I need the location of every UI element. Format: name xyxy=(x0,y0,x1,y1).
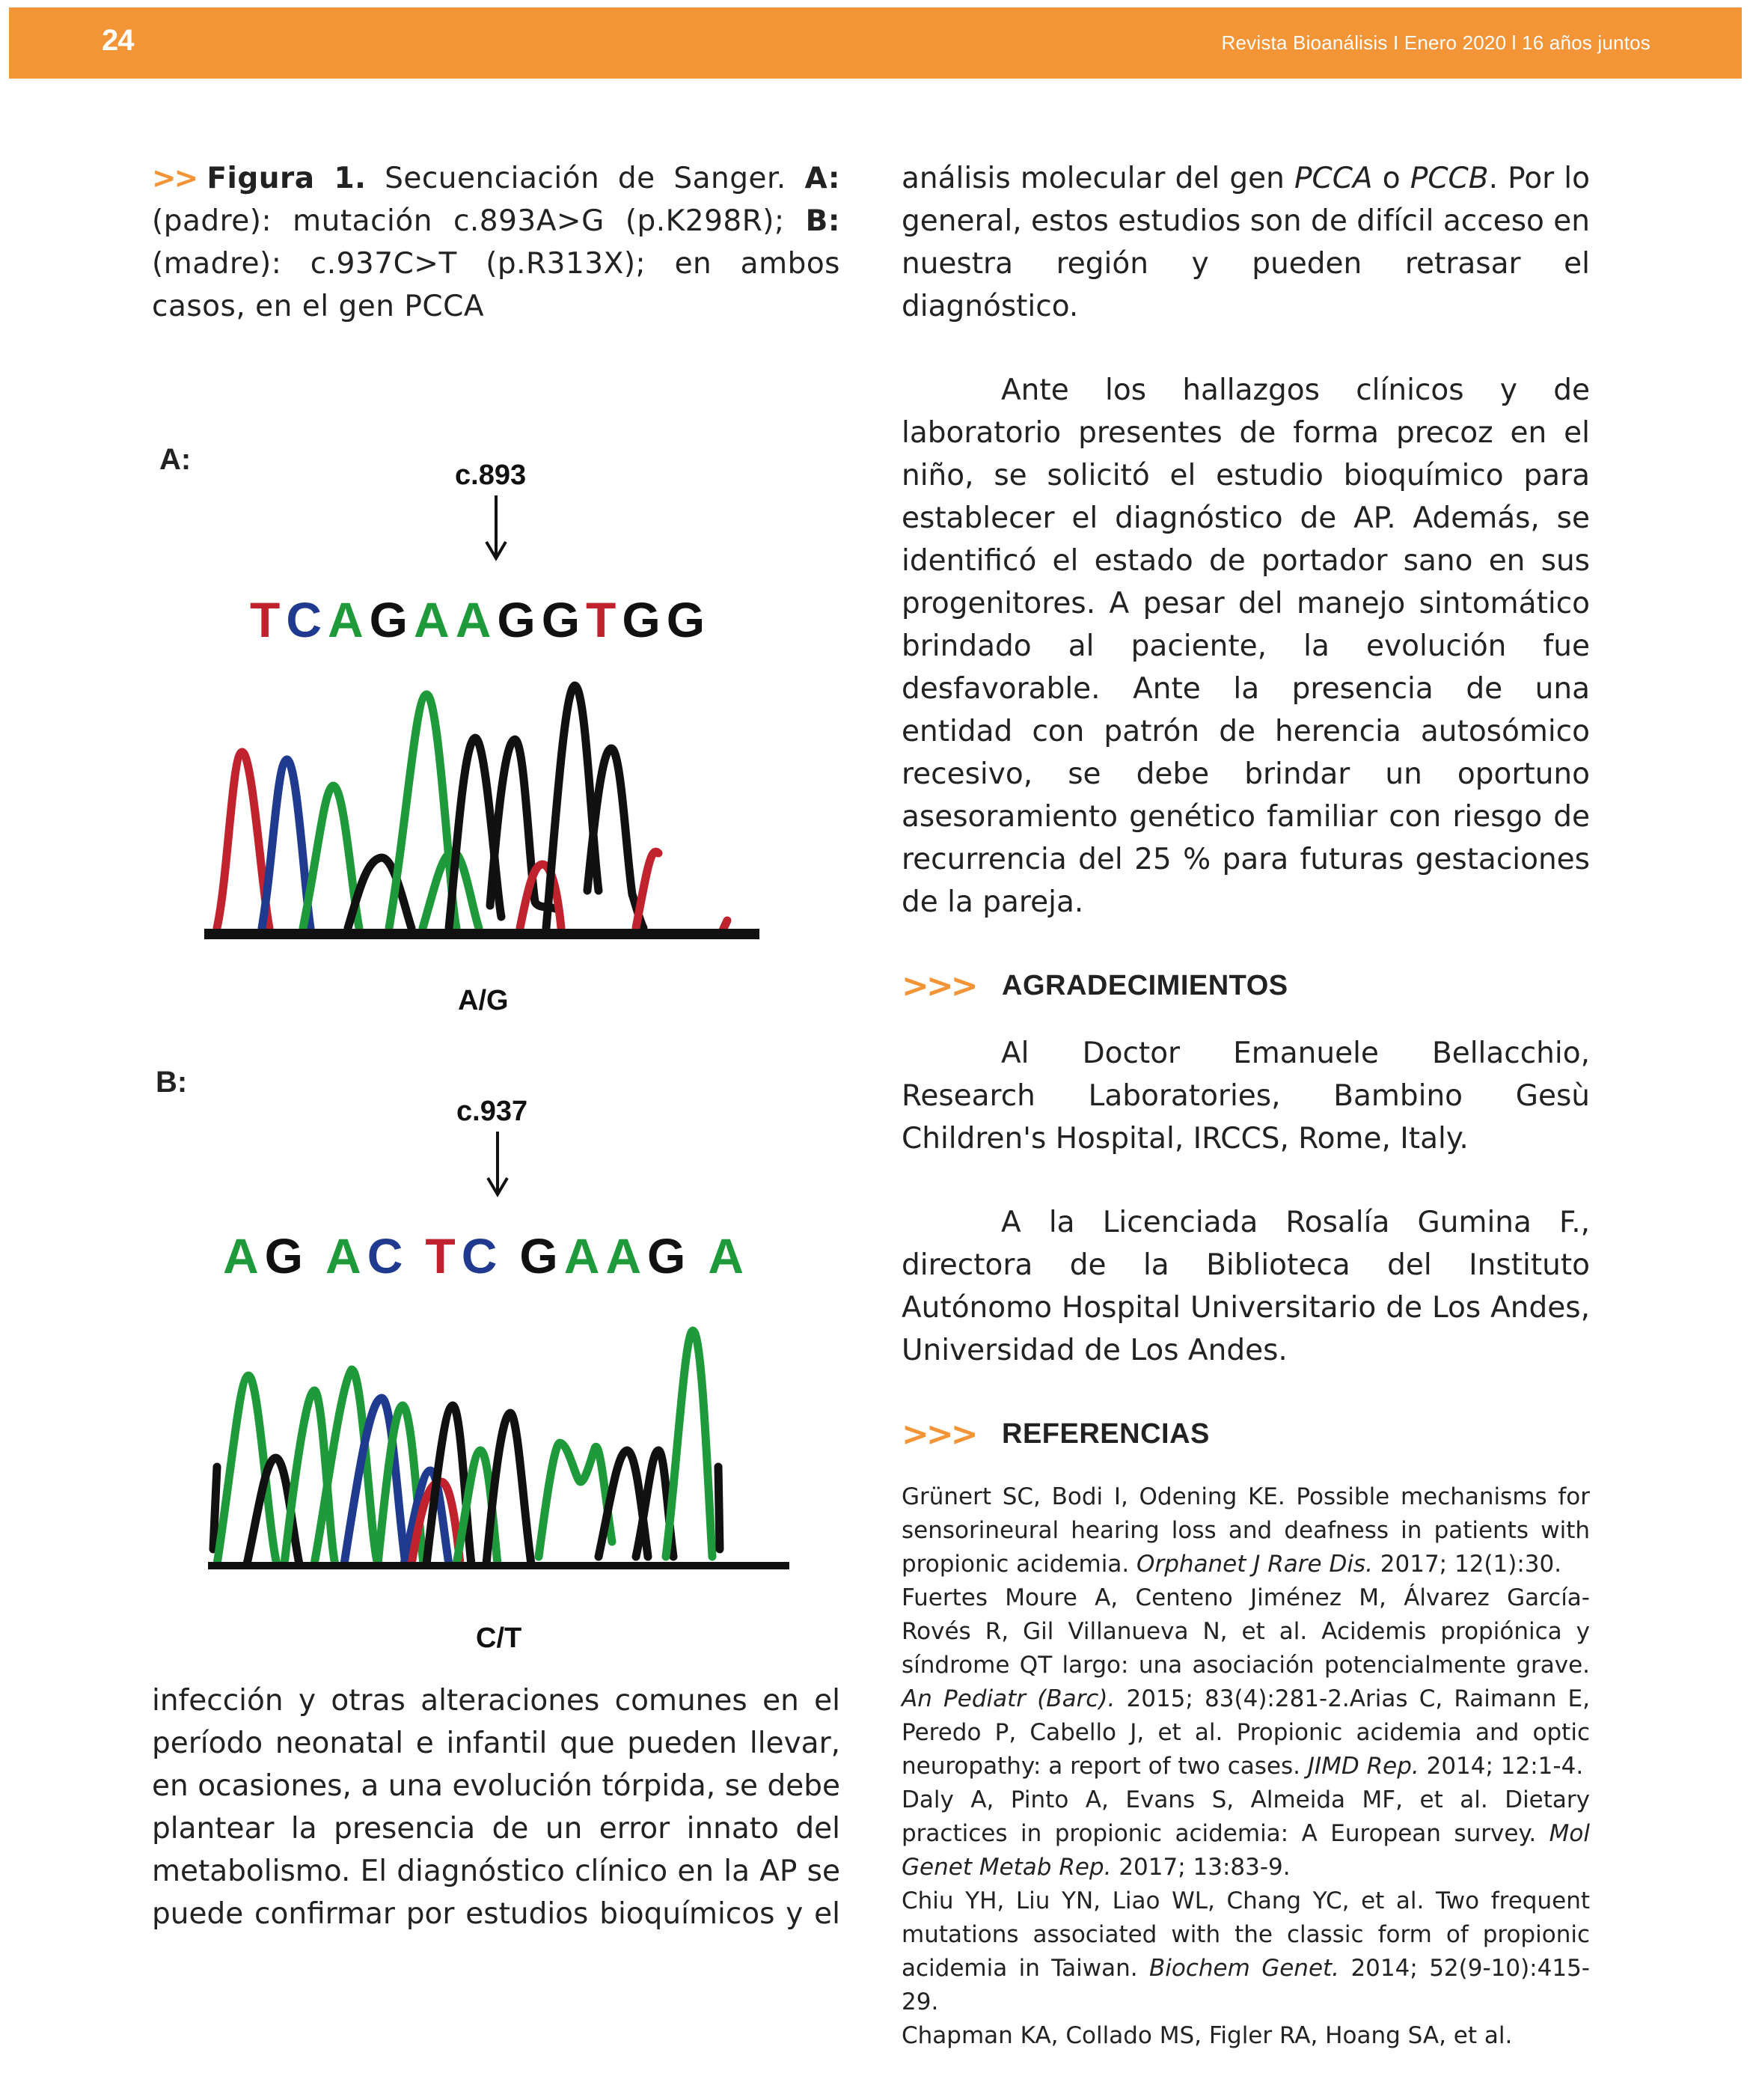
base-letter xyxy=(503,1227,519,1284)
ref-text: Daly A, Pinto A, Evans S, Almeida MF, et al. Dietary practices in propionic acidemia: A European survey. xyxy=(902,1786,1590,1847)
caption-label: Figura 1. xyxy=(206,162,367,195)
ref-journal: An Pediatr (Barc). xyxy=(902,1685,1116,1712)
base-letter xyxy=(309,1227,325,1284)
ref-text: Grünert SC, Bodi I, Odening KE. Possible mechanisms for sensorineural hearing loss and deafness in patients with propionic acidemia. xyxy=(902,1483,1590,1578)
section-arrow-mark: >>> xyxy=(902,967,976,1005)
ref-tail: 2014; 12:1-4. xyxy=(1419,1753,1584,1780)
figure-caption xyxy=(152,157,840,328)
section-title-agradecimientos: AGRADECIMIENTOS xyxy=(1002,970,1288,1001)
panel-a-chromatogram xyxy=(198,666,774,943)
base-letter: G xyxy=(369,592,414,647)
ref-tail: 2017; 12(1):30. xyxy=(1372,1551,1562,1578)
ref-text: Chapman KA, Collado MS, Figler RA, Hoang SA, et al. xyxy=(902,2022,1513,2049)
ref-journal: Orphanet J Rare Dis. xyxy=(1136,1551,1373,1578)
caption-text-1: Secuenciación de Sanger. xyxy=(366,162,805,195)
references-list xyxy=(902,1480,1590,2053)
panel-b-base-sequence xyxy=(223,1227,750,1284)
base-letter: C xyxy=(461,1228,504,1283)
base-letter: A xyxy=(455,592,498,647)
reference-item xyxy=(902,1480,1590,1581)
base-letter: A xyxy=(708,1228,750,1283)
p1-text-a: análisis molecular del gen xyxy=(902,162,1294,195)
ref-journal: Mol Genet Metab Rep. xyxy=(902,1820,1590,1881)
gene-pccb: PCCB xyxy=(1410,162,1489,195)
base-letter: G xyxy=(666,592,712,647)
base-letter: A xyxy=(414,592,456,647)
base-letter: A xyxy=(325,1228,367,1283)
section-referencias xyxy=(902,1415,1590,1453)
right-column xyxy=(902,157,1590,2053)
caption-text-2: (padre): mutación c.893A>G (p.K298R); xyxy=(152,204,806,238)
ack-paragraph-1: Al Doctor Emanuele Bellacchio, Research Laboratories, Bambino Gesù Children's Hospital, IRCCS, Rome, Italy. xyxy=(902,1037,1590,1156)
panel-b-mutation-label: C/T xyxy=(476,1623,522,1654)
gene-pcca: PCCA xyxy=(1294,162,1373,195)
reference-item xyxy=(902,1783,1590,1884)
ref-tail: 2017; 13:83-9. xyxy=(1111,1854,1291,1881)
panel-a-label: A: xyxy=(159,443,192,476)
base-letter: T xyxy=(586,592,622,647)
panel-b-position: c.937 xyxy=(456,1096,528,1127)
page-number: 24 xyxy=(102,24,134,57)
ref-tail: 2015; 83(4):281-2.Arias C, Raimann E, Peredo P, Cabello J, et al. Propionic acidemia and optic neuropathy: a report of two cases. xyxy=(902,1685,1590,1780)
section-title-referencias: REFERENCIAS xyxy=(1002,1418,1210,1450)
base-letter: A xyxy=(563,1228,606,1283)
caption-arrow-mark: >> xyxy=(152,162,197,195)
ref-journal: Biochem Genet. xyxy=(1148,1955,1340,1982)
base-letter xyxy=(691,1227,708,1284)
panel-a-base-sequence xyxy=(250,591,711,648)
base-letter: G xyxy=(497,592,542,647)
base-letter: G xyxy=(541,592,587,647)
p1-text-c: . Por lo general, estos estudios son de difícil acceso en nuestra región y pueden retrasar el diagnóstico. xyxy=(902,162,1590,323)
panel-b-chromatogram xyxy=(202,1317,793,1579)
ref-text: Chiu YH, Liu YN, Liao WL, Chang YC, et al. Two frequent mutations associated with the classic form of propionic acidemia in Taiwan. xyxy=(902,1887,1590,1982)
ref-journal: JIMD Rep. xyxy=(1307,1753,1419,1780)
panel-b-arrow-icon xyxy=(480,1132,515,1199)
base-letter: G xyxy=(647,1228,692,1283)
base-letter: A xyxy=(605,1228,648,1283)
base-letter: C xyxy=(286,592,328,647)
panel-a-mutation-label: A/G xyxy=(458,985,509,1016)
base-letter: T xyxy=(425,1228,462,1283)
panel-a-arrow-icon xyxy=(479,495,513,563)
reference-item xyxy=(902,2019,1590,2053)
base-letter: C xyxy=(367,1228,409,1283)
base-letter: A xyxy=(223,1228,265,1283)
section-agradecimientos xyxy=(902,967,1590,1005)
right-paragraph-2: Ante los hallazgos clínicos y de laboratorio presentes de forma precoz en el niño, se solicitó el estudio bioquímico para establecer el diagnóstico de AP. Además, se identificó el estado de portador sano en sus progenitores. A pesar del manejo sintomático brindado al paciente, la evolución fue desfavorable. Ante la presencia de una entidad con patrón de herencia autosómico recesivo, se debe brindar un oportuno asesoramiento genético familiar con riesgo de recurrencia del 25 % para futuras gestaciones de la pareja. xyxy=(902,373,1590,919)
base-letter xyxy=(409,1227,425,1284)
base-letter: G xyxy=(519,1228,564,1283)
panel-a-position: c.893 xyxy=(455,460,527,491)
base-letter: G xyxy=(622,592,667,647)
p1-text-b: o xyxy=(1372,162,1410,195)
ack-paragraph-2: A la Licenciada Rosalía Gumina F., directora de la Biblioteca del Instituto Autónomo Hospital Universitario de Los Andes, Universidad de Los Andes. xyxy=(902,1206,1590,1367)
caption-b: B: xyxy=(805,204,840,238)
base-letter: T xyxy=(250,592,287,647)
page-header xyxy=(9,7,1742,79)
left-column xyxy=(152,157,840,328)
panel-b-label: B: xyxy=(156,1066,188,1099)
ref-text: Fuertes Moure A, Centeno Jiménez M, Álvarez García- Rovés R, Gil Villanueva N, et al. Acidemis propiónica y síndrome QT largo: una asociación potencialmente grave. xyxy=(902,1584,1590,1679)
left-body-paragraph: infección y otras alteraciones comunes en el período neonatal e infantil que pueden llevar, en ocasiones, a una evolución tórpida, se debe plantear la presencia de un error innato del metabolismo. El diagnóstico clínico en la AP se puede confirmar por estudios bioquímicos y el xyxy=(152,1684,840,1931)
section-arrow-mark-2: >>> xyxy=(902,1415,976,1453)
ref-tail: 2014; 52(9-10):415-29. xyxy=(902,1955,1590,2015)
base-letter: G xyxy=(264,1228,310,1283)
reference-item xyxy=(902,1884,1590,2019)
reference-item xyxy=(902,1581,1590,1783)
caption-text-3: (madre): c.937C>T (p.R313X); en ambos casos, en el gen PCCA xyxy=(152,247,840,323)
right-paragraph-1 xyxy=(902,157,1590,328)
caption-a: A: xyxy=(804,162,840,195)
journal-title: Revista Bioanálisis I Enero 2020 l 16 años juntos xyxy=(1221,31,1650,54)
base-letter: A xyxy=(328,592,370,647)
